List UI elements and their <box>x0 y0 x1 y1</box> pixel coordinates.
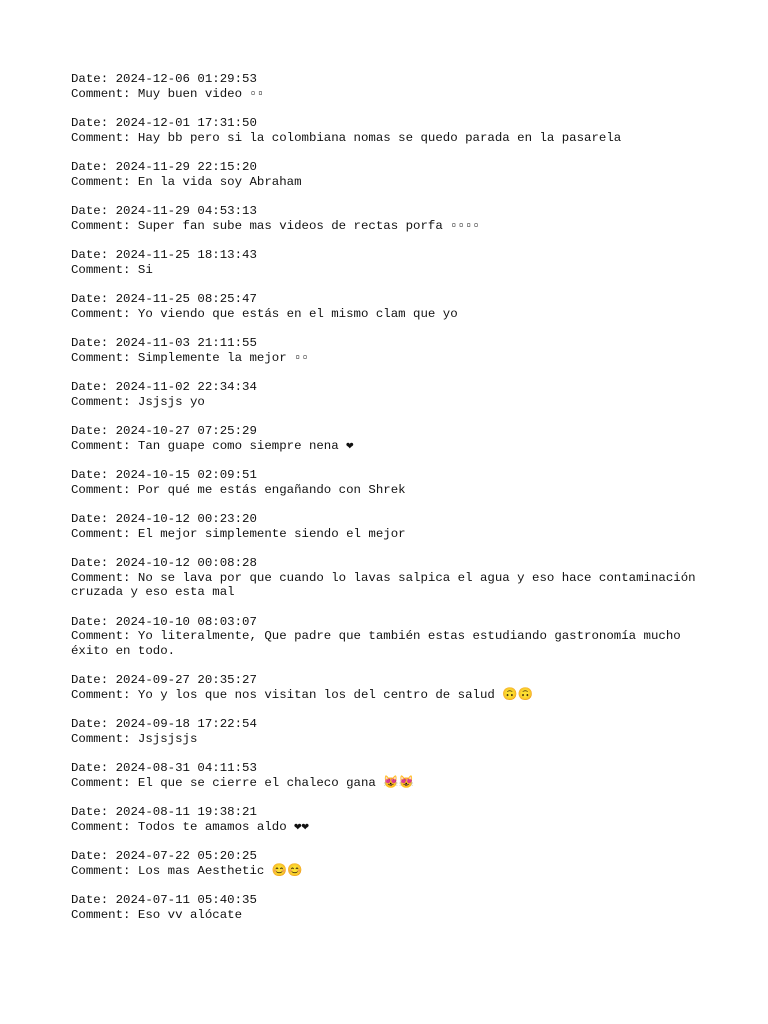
comment-label: Comment: <box>71 526 138 541</box>
comment-label: Comment: <box>71 688 138 703</box>
comment-text: En la vida soy Abraham <box>137 174 302 189</box>
date-line <box>71 116 711 131</box>
comment-label: Comment: <box>71 732 138 747</box>
comment-line <box>71 732 711 747</box>
comment-label: Comment: <box>71 394 138 409</box>
date-label: Date: <box>71 717 116 732</box>
date-label: Date: <box>71 116 116 130</box>
date-line <box>71 248 711 263</box>
date-label: Date: <box>71 512 116 526</box>
comment-label: Comment: <box>71 570 138 585</box>
comment-label: Comment: <box>71 629 138 644</box>
comment-line <box>71 87 711 102</box>
comment-line <box>71 395 711 410</box>
date-line <box>71 292 711 307</box>
date-value: 2024-09-18 17:22:54 <box>115 717 257 732</box>
comment-entry <box>71 292 711 321</box>
comment-entry <box>71 336 711 365</box>
comment-entry <box>71 468 711 497</box>
comment-text: Los mas Aesthetic 😊😊 <box>137 864 303 879</box>
comment-line <box>71 307 711 322</box>
comment-text: No se lava por que cuando lo lavas salpica el agua y eso hace contaminación cruzada y eso esta mal <box>71 570 704 600</box>
date-line <box>71 160 711 175</box>
date-line <box>71 72 711 87</box>
date-value: 2024-11-02 22:34:34 <box>115 380 257 394</box>
date-value: 2024-12-06 01:29:53 <box>115 72 257 86</box>
comment-line <box>71 629 711 658</box>
date-value: 2024-10-10 08:03:07 <box>115 614 257 629</box>
date-value: 2024-07-11 05:40:35 <box>115 893 257 908</box>
date-label: Date: <box>71 893 116 908</box>
comment-entry <box>71 380 711 409</box>
comment-text: Por qué me estás engañando con Shrek <box>137 482 406 497</box>
date-label: Date: <box>71 248 116 262</box>
date-value: 2024-07-22 05:20:25 <box>115 849 257 864</box>
comment-label: Comment: <box>71 174 138 189</box>
comment-line <box>71 175 711 190</box>
comment-entry <box>71 424 711 453</box>
date-value: 2024-10-12 00:23:20 <box>115 512 257 526</box>
comment-label: Comment: <box>71 864 138 879</box>
comment-line <box>71 571 711 600</box>
comment-label: Comment: <box>71 776 138 791</box>
comment-line <box>71 219 711 234</box>
comment-text: Super fan sube mas videos de rectas porfa ▫▫▫▫ <box>137 218 480 233</box>
comment-text: Todos te amamos aldo ❤❤ <box>137 820 309 835</box>
date-line <box>71 204 711 219</box>
comment-entry <box>71 248 711 277</box>
comment-text: Eso vv alócate <box>137 908 243 923</box>
comment-text: Yo literalmente, Que padre que también estas estudiando gastronomía mucho éxito en todo. <box>71 629 689 659</box>
comment-line <box>71 864 711 879</box>
comment-line <box>71 483 711 498</box>
date-line <box>71 893 711 908</box>
comment-label: Comment: <box>71 130 138 145</box>
date-line <box>71 424 711 439</box>
date-value: 2024-11-25 18:13:43 <box>115 248 257 262</box>
comment-line <box>71 131 711 146</box>
comment-entry <box>71 556 711 600</box>
comment-line <box>71 688 711 703</box>
comment-label: Comment: <box>71 438 138 453</box>
date-label: Date: <box>71 761 116 776</box>
comment-entry <box>71 72 711 101</box>
date-label: Date: <box>71 204 116 218</box>
comment-entry <box>71 893 711 922</box>
date-value: 2024-12-01 17:31:50 <box>115 116 257 130</box>
comment-line <box>71 820 711 835</box>
date-value: 2024-11-25 08:25:47 <box>115 292 257 306</box>
date-label: Date: <box>71 805 116 820</box>
comment-line <box>71 527 711 542</box>
date-line <box>71 556 711 571</box>
comment-entry <box>71 615 711 659</box>
comment-text: Jsjsjsjs <box>137 732 198 747</box>
comment-entry <box>71 512 711 541</box>
comment-text: El mejor simplemente siendo el mejor <box>137 526 406 541</box>
date-value: 2024-08-31 04:11:53 <box>115 761 257 776</box>
date-value: 2024-11-03 21:11:55 <box>115 336 257 350</box>
comment-line <box>71 776 711 791</box>
date-label: Date: <box>71 424 116 438</box>
comment-entry <box>71 717 711 746</box>
comment-label: Comment: <box>71 350 138 365</box>
comment-text: Yo viendo que estás en el mismo clam que yo <box>137 306 458 321</box>
comment-entry <box>71 116 711 145</box>
date-value: 2024-08-11 19:38:21 <box>115 805 257 820</box>
comment-label: Comment: <box>71 482 138 497</box>
comment-text: Muy buen video ▫▫ <box>137 86 265 101</box>
date-label: Date: <box>71 556 116 570</box>
date-value: 2024-10-27 07:25:29 <box>115 424 257 438</box>
date-label: Date: <box>71 336 116 350</box>
comment-text: Si <box>137 262 153 277</box>
date-line <box>71 615 711 630</box>
comment-entry <box>71 849 711 878</box>
comment-entry <box>71 673 711 702</box>
comment-text: Simplemente la mejor ▫▫ <box>137 350 309 365</box>
date-label: Date: <box>71 849 116 864</box>
comment-line <box>71 439 711 454</box>
date-label: Date: <box>71 292 116 306</box>
comment-text: Hay bb pero si la colombiana nomas se quedo parada en la pasarela <box>137 130 622 145</box>
comment-label: Comment: <box>71 218 138 233</box>
comment-text: El que se cierre el chaleco gana 😻😻 <box>137 776 415 791</box>
comment-text: Jsjsjs yo <box>137 394 205 409</box>
date-label: Date: <box>71 614 116 629</box>
date-value: 2024-11-29 22:15:20 <box>115 160 257 174</box>
date-line <box>71 512 711 527</box>
comment-entry <box>71 204 711 233</box>
date-label: Date: <box>71 72 116 86</box>
date-label: Date: <box>71 673 116 688</box>
comment-label: Comment: <box>71 306 138 321</box>
comment-text: Yo y los que nos visitan los del centro de salud 🙃🙃 <box>137 688 534 703</box>
date-value: 2024-10-15 02:09:51 <box>115 468 257 482</box>
comment-label: Comment: <box>71 86 138 101</box>
comment-entry <box>71 805 711 834</box>
comment-line <box>71 908 711 923</box>
comment-text: Tan guape como siempre nena ❤ <box>137 438 354 453</box>
date-label: Date: <box>71 468 116 482</box>
comment-label: Comment: <box>71 908 138 923</box>
comment-label: Comment: <box>71 262 138 277</box>
comment-line <box>71 351 711 366</box>
date-line <box>71 468 711 483</box>
comment-line <box>71 263 711 278</box>
date-value: 2024-09-27 20:35:27 <box>115 673 257 688</box>
date-value: 2024-11-29 04:53:13 <box>115 204 257 218</box>
date-label: Date: <box>71 380 116 394</box>
date-line <box>71 849 711 864</box>
comment-label: Comment: <box>71 820 138 835</box>
comment-entry <box>71 761 711 790</box>
date-value: 2024-10-12 00:08:28 <box>115 556 257 570</box>
date-line <box>71 717 711 732</box>
date-line <box>71 336 711 351</box>
date-line <box>71 380 711 395</box>
date-line <box>71 761 711 776</box>
comment-log <box>71 72 711 937</box>
date-line <box>71 673 711 688</box>
date-label: Date: <box>71 160 116 174</box>
date-line <box>71 805 711 820</box>
comment-entry <box>71 160 711 189</box>
